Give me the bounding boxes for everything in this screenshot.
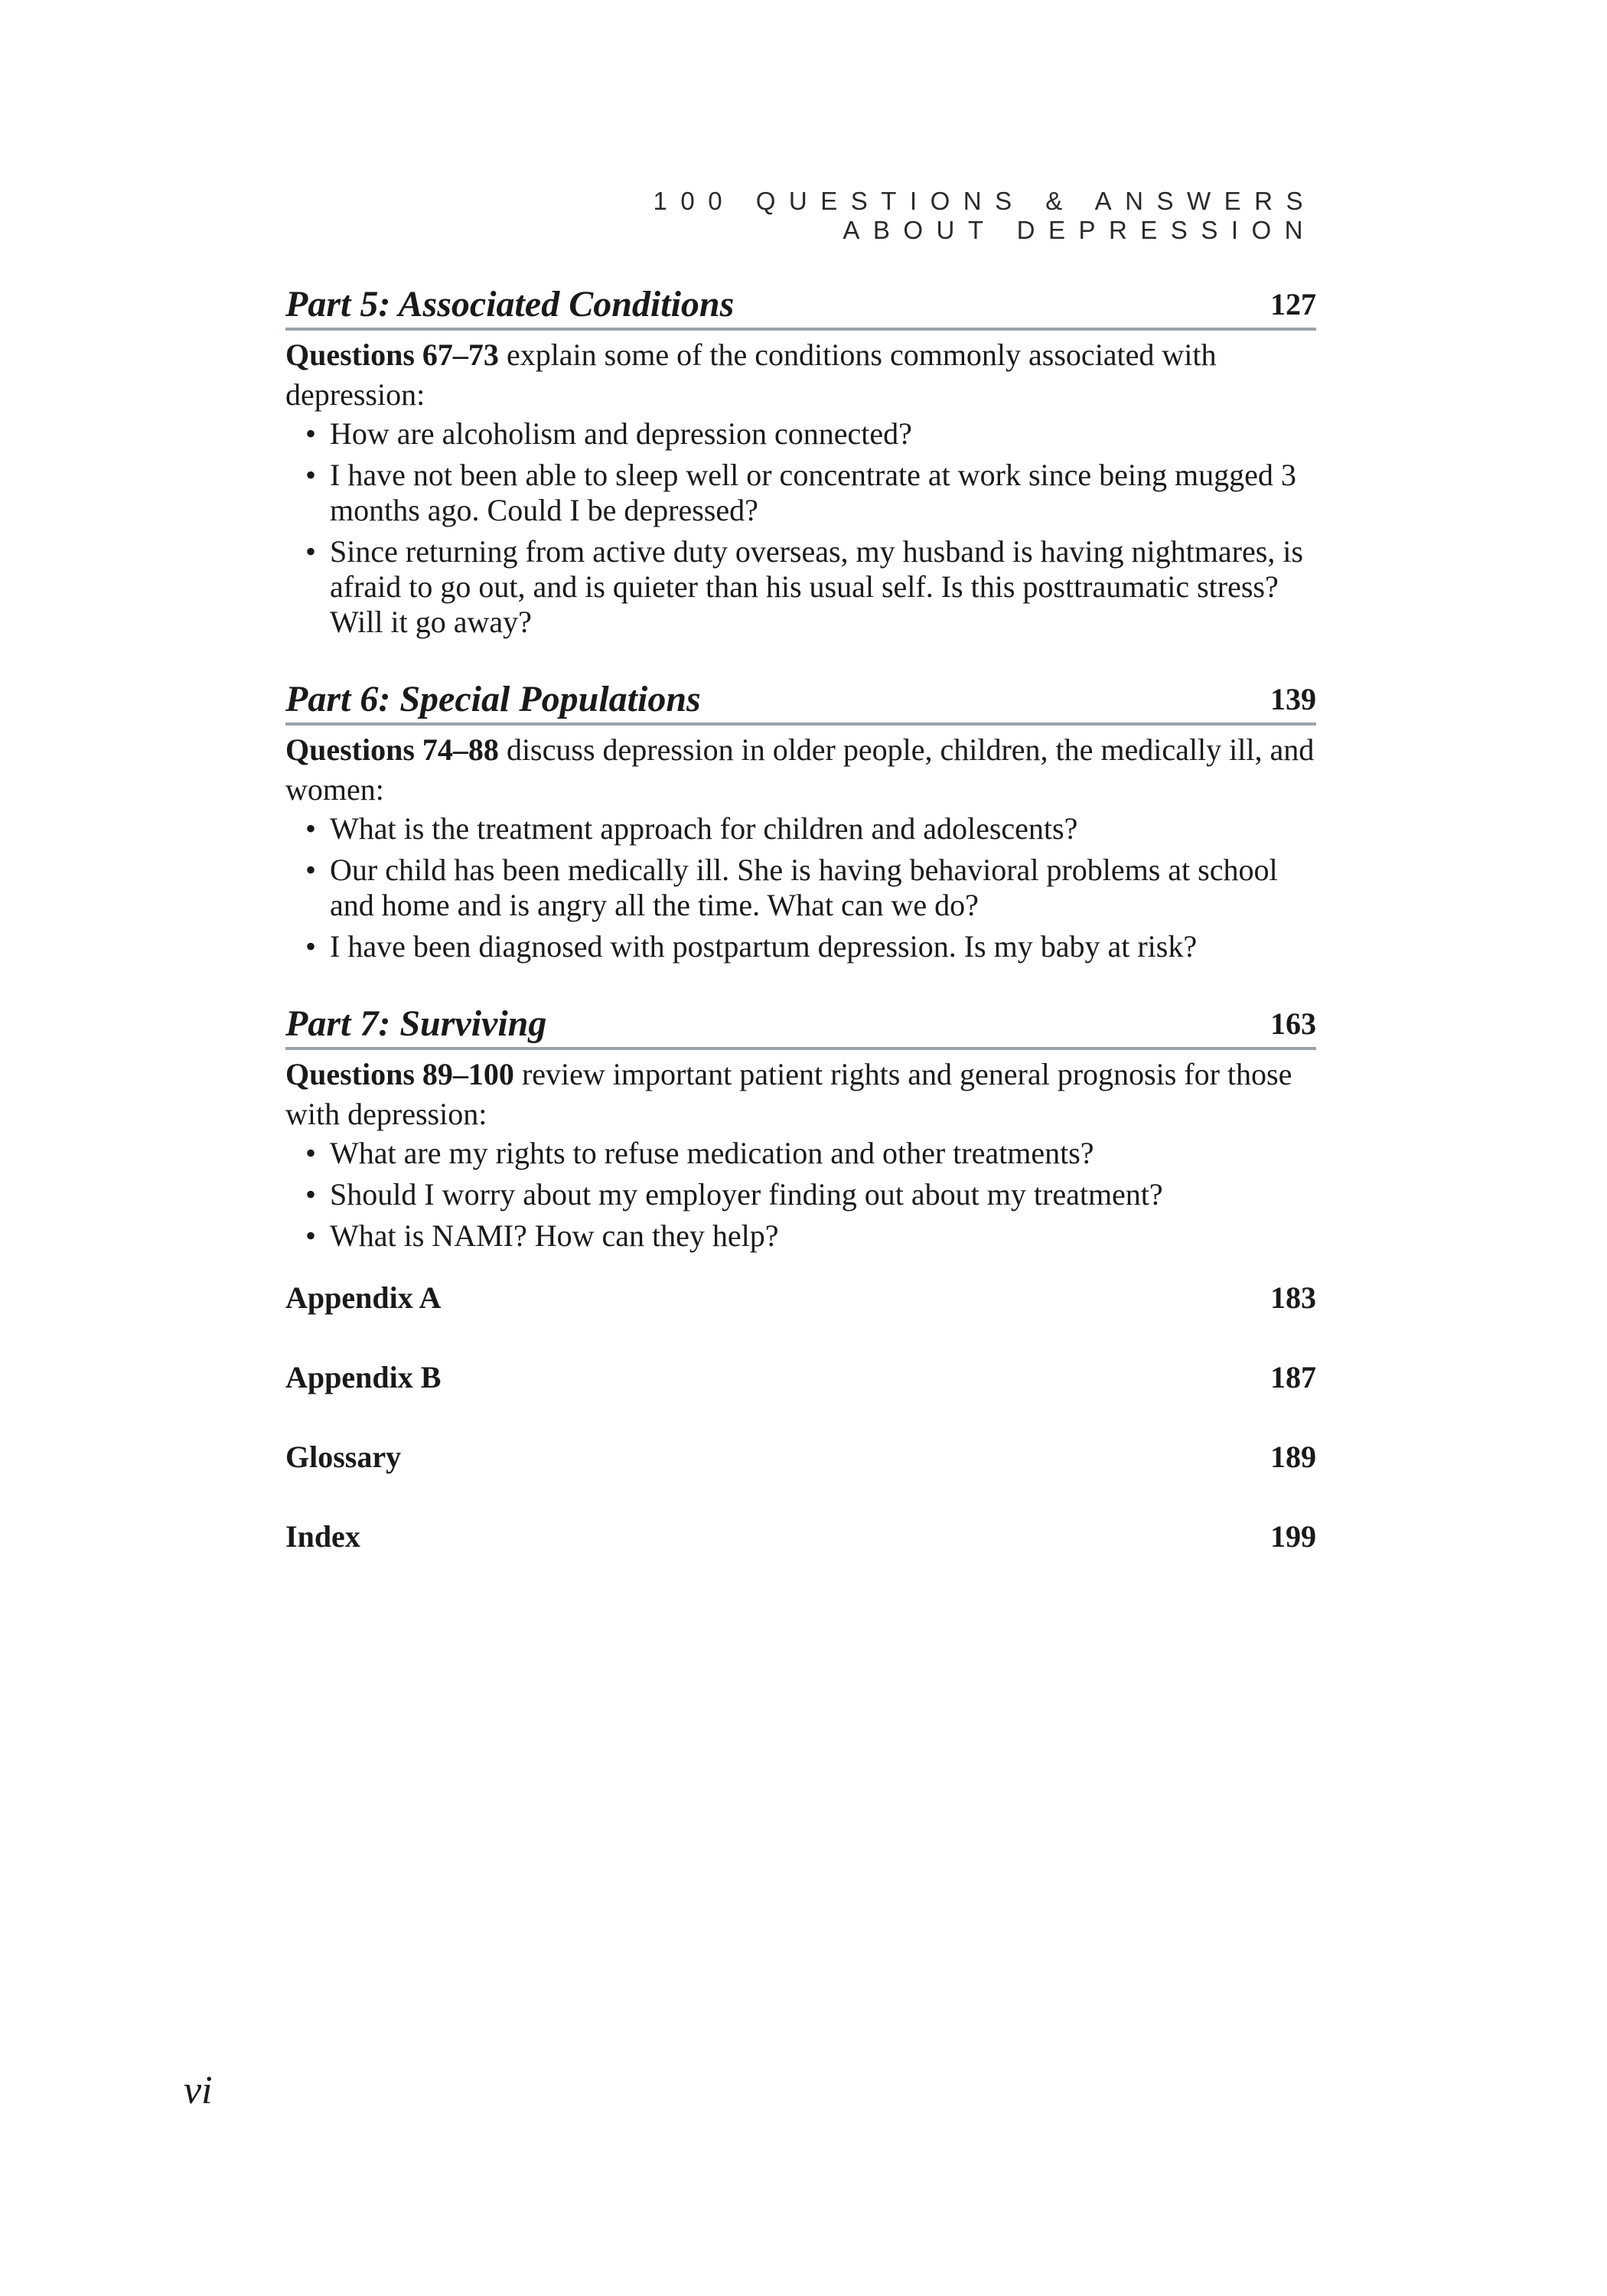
part-header — [285, 996, 1316, 1050]
part-page-number: 139 — [1270, 682, 1316, 716]
part-title[interactable]: Part 5: Associated Conditions — [285, 284, 735, 325]
question-item: • What is NAMI? How can they help? — [305, 1218, 1316, 1254]
entry-label: Index — [285, 1519, 360, 1554]
part-title[interactable]: Part 7: Surviving — [285, 1003, 547, 1044]
entry-label: Glossary — [285, 1440, 402, 1474]
part-description: explain some of the conditions commonly associated with depression: — [285, 338, 1217, 412]
part-intro — [285, 1055, 1316, 1134]
question-list — [285, 1136, 1316, 1254]
question-item: • What are my rights to refuse medication and other treatments? — [305, 1136, 1316, 1171]
question-item: • Since returning from active duty overseas, my husband is having nightmares, is afraid to go out, and is quieter than his usual self. Is this posttraumatic stress? Will it go away? — [305, 534, 1316, 640]
part-intro — [285, 730, 1316, 810]
question-range: Questions 67–73 — [285, 338, 499, 372]
table-of-contents — [285, 277, 1316, 1595]
page-folio: vi — [184, 2069, 213, 2112]
question-item: • Our child has been medically ill. She is having behavioral problems at school and home and is angry all the time. What can we do? — [305, 853, 1316, 923]
toc-entry-index[interactable] — [285, 1515, 1316, 1558]
part-intro — [285, 335, 1316, 415]
toc-part-6 — [285, 672, 1316, 964]
toc-entry-glossary[interactable] — [285, 1436, 1316, 1479]
question-range: Questions 74–88 — [285, 732, 499, 767]
question-item: • How are alcoholism and depression connected? — [305, 416, 1316, 452]
running-head: 100 QUESTIONS & ANSWERS ABOUT DEPRESSION — [653, 187, 1316, 244]
question-range: Questions 89–100 — [285, 1057, 514, 1091]
part-header — [285, 277, 1316, 331]
back-matter-list — [285, 1277, 1316, 1558]
entry-page-number: 199 — [1270, 1519, 1316, 1554]
toc-part-5 — [285, 277, 1316, 640]
part-title[interactable]: Part 6: Special Populations — [285, 679, 701, 719]
part-page-number: 127 — [1270, 287, 1316, 321]
toc-entry-appendix-a[interactable] — [285, 1277, 1316, 1319]
question-list — [285, 416, 1316, 640]
part-page-number: 163 — [1270, 1006, 1316, 1041]
question-item: • Should I worry about my employer finding out about my treatment? — [305, 1177, 1316, 1212]
toc-entry-appendix-b[interactable] — [285, 1356, 1316, 1399]
question-item: • What is the treatment approach for children and adolescents? — [305, 811, 1316, 846]
entry-label: Appendix A — [285, 1280, 442, 1315]
entry-page-number: 183 — [1270, 1280, 1316, 1315]
question-item: • I have not been able to sleep well or concentrate at work since being mugged 3 months ago. Could I be depressed? — [305, 458, 1316, 528]
part-description: discuss depression in older people, children, the medically ill, and women: — [285, 732, 1315, 807]
question-list — [285, 811, 1316, 964]
entry-page-number: 187 — [1270, 1360, 1316, 1394]
entry-page-number: 189 — [1270, 1440, 1316, 1474]
toc-part-7 — [285, 996, 1316, 1254]
question-item: • I have been diagnosed with postpartum depression. Is my baby at risk? — [305, 929, 1316, 964]
part-description: review important patient rights and general prognosis for those with depression: — [285, 1057, 1292, 1131]
entry-label: Appendix B — [285, 1360, 442, 1394]
part-header — [285, 672, 1316, 726]
